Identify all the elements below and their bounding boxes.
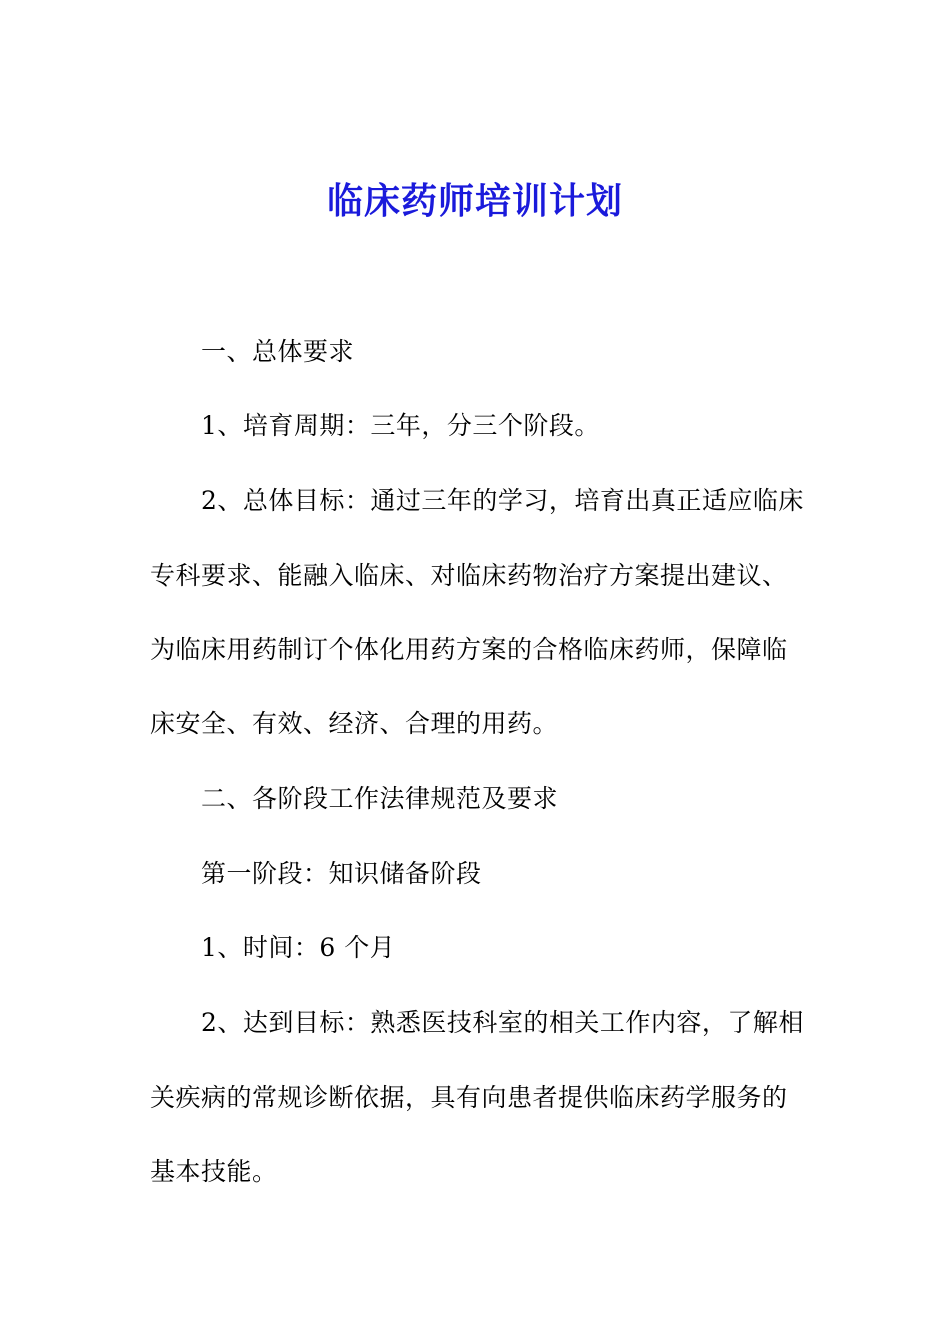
paragraph-target-line-3: 基本技能。 [150, 1157, 278, 1186]
paragraph-overall-goal-line-3: 为临床用药制订个体化用药方案的合格临床药师，保障临 [150, 635, 788, 664]
paragraph-overall-goal-line-4: 床安全、有效、经济、合理的用药。 [150, 709, 559, 738]
paragraph-overall-goal-line-2: 专科要求、能融入临床、对临床药物治疗方案提出建议、 [150, 561, 788, 590]
subheading-stage-one: 第一阶段：知识储备阶段 [201, 859, 482, 888]
paragraph-time: 1、时间：6 个月 [201, 933, 396, 962]
paragraph-target-line-2: 关疾病的常规诊断依据，具有向患者提供临床药学服务的 [150, 1083, 788, 1112]
paragraph-target-line-1: 2、达到目标：熟悉医技科室的相关工作内容，了解相 [201, 1008, 804, 1037]
paragraph-overall-goal-line-1: 2、总体目标：通过三年的学习，培育出真正适应临床 [201, 486, 804, 515]
document-title: 临床药师培训计划 [326, 181, 623, 222]
section-heading-stage-requirements: 二、各阶段工作法律规范及要求 [201, 784, 559, 813]
paragraph-training-period: 1、培育周期：三年，分三个阶段。 [201, 411, 600, 440]
section-heading-general-requirements: 一、总体要求 [201, 337, 355, 366]
